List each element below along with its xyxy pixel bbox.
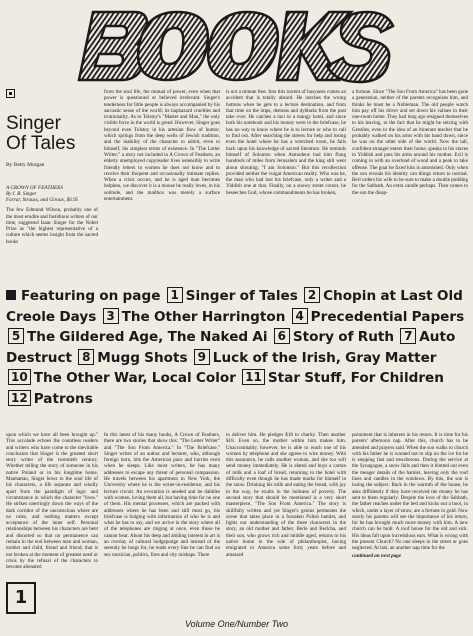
section-bullet-icon xyxy=(6,89,15,98)
contents-page-number: 2 xyxy=(304,287,320,303)
article-title: Singer Of Tales xyxy=(6,113,76,155)
footer-volume: Volume One/Number Two xyxy=(184,619,289,629)
contents-item[interactable]: Star Stuff, For Children xyxy=(267,370,444,386)
continued-note[interactable]: continued on next page xyxy=(352,552,402,559)
contents-page-number: 6 xyxy=(274,328,290,344)
article-text: pointment that is inherent in his return. It is time for his parents' afternoon nap. After this, church has to be attended and prayers said. When the son walks to church with his father he is warned not to slip on the ice for he is stepping fast and treacherous. During the service at the Synagogue, a snow falls and then it blotted out even the meager details of the hamlet, leaving only the roof lines and candles in the windows. By this, the son is losing the subject. Back in the warmth of the house, he asks diffidently if they have received the money he has sent to them regularly. Despite the love of the Sabbath, the father reaches under the bed and kicks out a boot, in which, under a layer of straw, are a fortune in gold. Now surely his parents will see the importance of his return, for he has brought much more money with him. A new church can be built. A roof house for the old and sick. His ideas fall upon incredulous ears. What is wrong with the present Church? No one sleeps in the street or goes neglected. At last, an another nap time for the xyxy=(352,432,468,552)
contents-page-number: 3 xyxy=(103,308,119,324)
contents-item[interactable]: Story of Ruth xyxy=(292,329,395,345)
byline: By Betty Morgan xyxy=(6,162,45,169)
contents-page-number: 12 xyxy=(8,390,31,406)
article-column-7 xyxy=(226,432,346,608)
contents-index xyxy=(6,286,468,428)
contents-lead: Featuring on page xyxy=(21,288,161,304)
contents-item[interactable]: Auto Destruct xyxy=(6,329,456,366)
contents-item[interactable]: Precedential Papers xyxy=(310,308,465,325)
contents-page-number: 9 xyxy=(194,349,210,365)
contents-item[interactable]: Singer of Tales xyxy=(185,288,298,304)
article-column-3 xyxy=(226,89,346,277)
book-info: A CROWN OF FEATHERS By I. B. Singer Farrar, Strauss, and Giroux, $6.95 xyxy=(6,184,79,203)
masthead xyxy=(75,4,405,86)
contents-page-number: 5 xyxy=(8,328,24,344)
contents-page-number: 1 xyxy=(167,287,183,303)
contents-page-number: 11 xyxy=(242,369,265,385)
square-bullet-icon xyxy=(6,290,16,300)
contents-page-number: 8 xyxy=(78,349,94,365)
article-column-5 xyxy=(6,432,98,580)
contents-item[interactable]: The Gildered Age, The Naked Ai xyxy=(27,329,268,345)
article-column-4 xyxy=(352,89,468,277)
contents-item[interactable]: Chopin at Last Old Creole Days xyxy=(6,288,463,325)
article-text: In this latest of his many books, A Crown of Feathers, there are two stories that show this: "The Letter Writer" and "The Son From America." In "The Briefcase," Singer writes of an author and lecturer, who, although foreign born, hits the American pace and hurries even when he sleeps. Like most writers, he has many addresses to escape any threat of personal compassion. He travels between his apartment in New York, the University where he is the writer-in-residence, and his lecture circuit. An evocation is needed and he dabbles with women, loving them all, but having time for no one of them. His mental processes, which are packed with addresses where he has been and still must go, his briefcase is bulging with information of who he is and what he has to say, and we arrive in the story where all of the telephones are ringing at once, even those he cannot hear. About his deep and abiding interest in art is an overlay of cultural hodgepodge and instead of the serenity he longs for, he reads every line he can find on sex musician, politics, fires and city mishaps. There xyxy=(104,432,220,558)
contents-item[interactable]: Patrons xyxy=(33,390,93,407)
article-text: to deliver him. He pledges $18 to charity. Then another $18. Even so, the mother within him makes him. Unaccountably, however, he is able to reach one of his women by telephone and she agrees to wire money. With this assurance, he calls another woman, and she too will send money immediately. He is elated and buys a carton of milk and a loaf of bread, returning to the hotel with difficulty even though he has made marks for himself in the snow. Drinking his milk and eating the bread, with joy in the way, he exults in the holiness of poverty. The second story that should be mentioned is a very short masterpiece, "The Son From America." The story is skillfully written and yet Singer's genius permeates the scene that takes place in a forsaken Polish hamlet, and lights our understanding of the three characters in the story, an old mother and father, Berle and Berlcha, and their son, who grows rich and middle aged, returns to his native home in the role of philanthropist, having emigrated to America some forty years before and amassed xyxy=(226,432,346,558)
contents-page-number: 4 xyxy=(292,308,308,324)
contents-item[interactable]: Mugg Shots xyxy=(97,349,188,366)
article-text: from the soul life, the mutual of power, even when that power is questioned or believed irrelevant. Singer's tenderness for little people is always accompanied by his sarcastic sense of the world; its haphazard cruelties and irrationality. As to Tolstoy's "Master and Man," the only visible force in the world is greed. However, Singer goes beyond even Tolstoy in his artesian flow of humor, which springs from the deep wells of Jewish tradition, and the inability of the character to admit, even to himself, his simplest terms of existence. In "The Letter Writer," a story not included in A Crown of Feathers, an elderly unemployed copyreader lives ostensibly to write friendly letters to women he does not know and to receive their frequent and occasionally intimate replies. When a crisis occurs, and he is aged man becomes helpless, we discover it is a mouse he really loves, in his solitude, and the mailbox was merely a surface entertainment. xyxy=(104,89,220,203)
contents-item[interactable]: The Other War, Local Color xyxy=(33,370,236,386)
article-text: is not a minute free. Into this torrent of busyness comes an accident that is totally absurd. He notches the wrong buttons when he gets to a lecture destination, and from that time on the imps, demons and dybbuks from the past take over. He catches a taxi to a mangy hotel, and since both his notebook and his money were in the briefcase, he has no way to know where he is to lecture or who to call to find out. After searching the streets for help and losing even the hotel where he has a wretched room, he falls back upon his knowledge of sacred literature. He reminds himself of Solomon when Asmodeus had him flung hundreds of miles from Jerusalem and the king still went about shouting: "I am Solomon." But this recollection provided neither the vulgar American reality. Who was he, the man who had lost his briefcase, only a writer and a Yiddish one at that. Finally, on a snowy street corner, he beseeches God, whose commandments he has broken, xyxy=(226,89,346,196)
contents-page-number: 10 xyxy=(8,369,31,385)
contents-page-number: 7 xyxy=(400,328,416,344)
article-text: The few Edmund Wilson, probably one of the most erudite and fastidious writers of our time, suggested Isaac Singer for the Nobel Prize as "the highest representative of a culture which seems insight from the sacred books xyxy=(6,207,98,245)
contents-item[interactable]: Luck of the Irish, Gray Matter xyxy=(212,349,437,366)
contents-item[interactable]: The Other Harrington xyxy=(121,308,286,325)
article-column-2 xyxy=(104,89,220,277)
article-column-8 xyxy=(352,432,468,608)
masthead-logo xyxy=(75,4,405,86)
article-intro-column xyxy=(6,89,98,277)
page-number: 1 xyxy=(6,582,36,614)
article-column-6 xyxy=(104,432,220,608)
article-text: a fortune. Since "The Son From America" has been gone a generation, neither of the parents recognizes him, and thinks he must be a Nobleman. The old people watch him pay off his driver and set down his valises in their one-room home. They had long ago resigned themselves to his leaving, to the fact that he might be seizing with Gentiles, even to the idea of an itinerant teacher that he probably walked on his arms with his hand down, since he was on the other side of the world. Now the tall, confident stranger enters their home, speaks to his slaves in Yiddish and puts his arms around his mother. Evil is coming in with an overload of wood and a peak to take offense. The goat he fixed him is astonished. Only when the son reveals his identity can things return to normal. Berl orders his wife to be sure to make a double pudding for the Sabbath. An extra candle perhaps. Then comes to the son the disap- xyxy=(352,89,468,196)
article-text: upon which we have all been brought up." This accolade echoes the countless readers and writers who have come to the inevitable conclusion that Singer is the greatest short story writer of the twentieth century. Whether telling the story of someone in his native Poland or in his longtime home, Manhattan, Singer bows to the soul life of his characters, a life separate and wholly apart from the paradigm of logic and circumstance in which the character "lives." He strikes unerringly down the ways of the dark corridor of the unconscious where are no rules, and nothing matters except acceptance of the inner self. Personal relationships between his characters are bent and distorted so that no permanence can remain in the end between man and woman, mother and child, friend and friend; that is not broken at the moment of greatest need or crisis by the refusal of the characters to become alienated xyxy=(6,432,98,571)
